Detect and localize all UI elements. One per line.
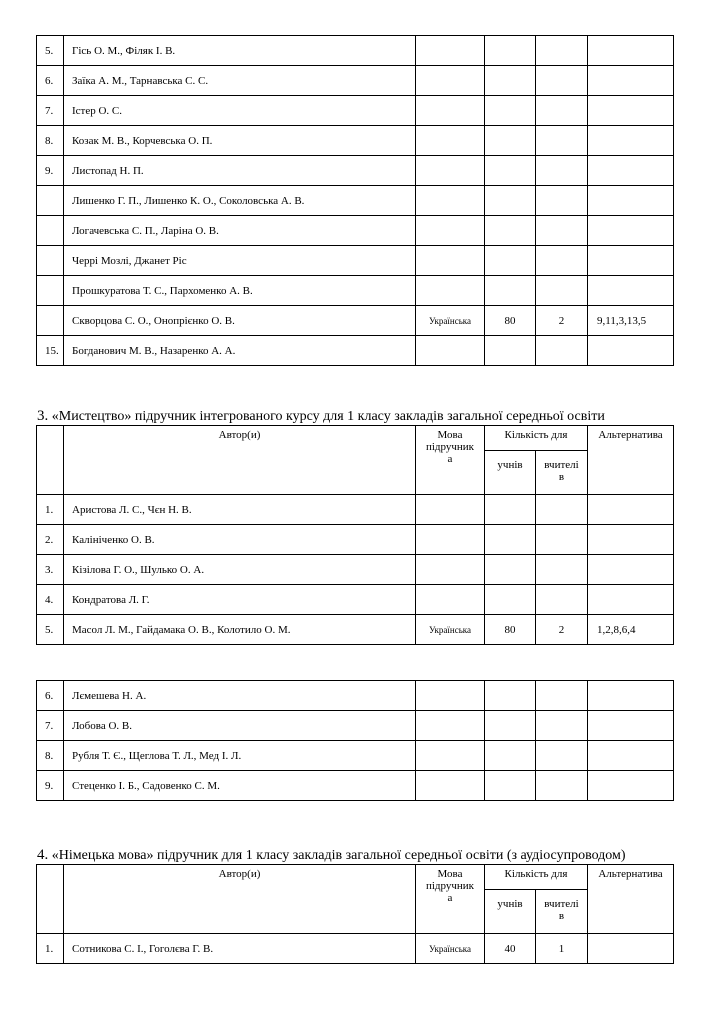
- row-author: Богданович М. В., Назаренко А. А.: [64, 336, 416, 366]
- header-author: Автор(и): [64, 426, 416, 495]
- table-body: [37, 36, 674, 366]
- row-alternative: [588, 711, 674, 741]
- header-teachers: [536, 890, 588, 934]
- row-language: [416, 126, 485, 156]
- table-row: [37, 711, 674, 741]
- row-teachers-count: [536, 66, 588, 96]
- row-alternative: [588, 495, 674, 525]
- table-row: [37, 934, 674, 964]
- table-row: [37, 336, 674, 366]
- table-row: [37, 681, 674, 711]
- row-number: 2.: [37, 525, 64, 555]
- section-number: 3.: [37, 408, 49, 424]
- row-number: 6.: [37, 681, 64, 711]
- row-students-count: [485, 555, 536, 585]
- row-teachers-count: 2: [536, 306, 588, 336]
- row-alternative: [588, 96, 674, 126]
- row-language: [416, 336, 485, 366]
- textbook-table-3: [36, 680, 674, 801]
- row-students-count: [485, 771, 536, 801]
- header-count: Кількість для: [485, 426, 588, 451]
- row-students-count: [485, 681, 536, 711]
- row-language: [416, 36, 485, 66]
- row-number: 1.: [37, 495, 64, 525]
- row-alternative: [588, 934, 674, 964]
- row-language: [416, 186, 485, 216]
- row-students-count: 40: [485, 934, 536, 964]
- row-students-count: [485, 66, 536, 96]
- header-num: [37, 865, 64, 934]
- table-row: [37, 585, 674, 615]
- textbook-table-4: [36, 864, 674, 964]
- row-language: [416, 66, 485, 96]
- header-students: учнів: [485, 451, 536, 495]
- table-row: [37, 36, 674, 66]
- row-author: Сотникова С. І., Гоголєва Г. В.: [64, 934, 416, 964]
- section-title-text: «Німецька мова» підручник для 1 класу закладів загальної середньої освіти (з аудіосупроводом): [51, 848, 626, 863]
- row-teachers-count: [536, 495, 588, 525]
- table-row: [37, 126, 674, 156]
- row-number: 1.: [37, 934, 64, 964]
- row-language: [416, 555, 485, 585]
- table-row: [37, 741, 674, 771]
- row-teachers-count: [536, 96, 588, 126]
- table-row: [37, 525, 674, 555]
- row-number: [37, 246, 64, 276]
- row-students-count: [485, 246, 536, 276]
- table-body: [37, 681, 674, 801]
- row-author: Гісь О. М., Філяк І. В.: [64, 36, 416, 66]
- row-students-count: [485, 156, 536, 186]
- row-teachers-count: [536, 336, 588, 366]
- row-teachers-count: [536, 156, 588, 186]
- row-author: Лобова О. В.: [64, 711, 416, 741]
- header-language-l2: підручник: [425, 880, 475, 892]
- row-students-count: [485, 495, 536, 525]
- row-alternative: [588, 66, 674, 96]
- row-language: [416, 246, 485, 276]
- section-4-title: [37, 847, 626, 864]
- header-count: Кількість для: [485, 865, 588, 890]
- row-teachers-count: [536, 186, 588, 216]
- row-students-count: [485, 126, 536, 156]
- row-number: 8.: [37, 741, 64, 771]
- table-header: [37, 426, 674, 495]
- row-number: 8.: [37, 126, 64, 156]
- row-language: [416, 741, 485, 771]
- row-teachers-count: [536, 276, 588, 306]
- header-language-l1: Мова: [437, 429, 463, 441]
- header-alternative: Альтернатива: [588, 865, 674, 934]
- table-row: [37, 615, 674, 645]
- row-author: Лємешева Н. А.: [64, 681, 416, 711]
- header-language: [416, 865, 485, 934]
- row-students-count: [485, 186, 536, 216]
- row-author: Прошкуратова Т. С., Пархоменко А. В.: [64, 276, 416, 306]
- row-students-count: [485, 711, 536, 741]
- row-students-count: [485, 585, 536, 615]
- row-language: Українська: [416, 934, 485, 964]
- table-row: [37, 276, 674, 306]
- row-teachers-count: [536, 681, 588, 711]
- row-number: 5.: [37, 36, 64, 66]
- row-alternative: [588, 246, 674, 276]
- section-title-text: «Мистецтво» підручник інтегрованого курсу для 1 класу закладів загальної середньої освіти: [51, 409, 605, 424]
- table-row: [37, 495, 674, 525]
- row-author: Заїка А. М., Тарнавська С. С.: [64, 66, 416, 96]
- row-students-count: [485, 336, 536, 366]
- table-header: [37, 865, 674, 934]
- row-alternative: [588, 585, 674, 615]
- table-body: [37, 934, 674, 964]
- row-teachers-count: [536, 525, 588, 555]
- row-alternative: [588, 156, 674, 186]
- row-teachers-count: [536, 36, 588, 66]
- row-language: [416, 681, 485, 711]
- header-language-l1: Мова: [437, 868, 463, 880]
- row-language: Українська: [416, 615, 485, 645]
- section-number: 4.: [37, 847, 49, 863]
- header-language-l2: підручник: [425, 441, 475, 453]
- row-language: [416, 216, 485, 246]
- row-language: [416, 156, 485, 186]
- table-row: [37, 216, 674, 246]
- table-row: [37, 771, 674, 801]
- textbook-table-2: [36, 425, 674, 645]
- row-teachers-count: [536, 126, 588, 156]
- row-language: [416, 495, 485, 525]
- header-language: [416, 426, 485, 495]
- row-number: 4.: [37, 585, 64, 615]
- row-students-count: [485, 96, 536, 126]
- header-teachers: [536, 451, 588, 495]
- header-teachers-l1: вчителі: [544, 898, 579, 910]
- row-teachers-count: [536, 216, 588, 246]
- row-author: Кізілова Г. О., Шулько О. А.: [64, 555, 416, 585]
- row-number: [37, 306, 64, 336]
- row-teachers-count: 1: [536, 934, 588, 964]
- textbook-table-1: [36, 35, 674, 366]
- row-alternative: 1,2,8,6,4: [588, 615, 674, 645]
- row-language: Українська: [416, 306, 485, 336]
- header-students: учнів: [485, 890, 536, 934]
- row-author: Кондратова Л. Г.: [64, 585, 416, 615]
- header-num: [37, 426, 64, 495]
- header-teachers-l2: в: [558, 471, 565, 483]
- row-author: Козак М. В., Корчевська О. П.: [64, 126, 416, 156]
- row-students-count: 80: [485, 615, 536, 645]
- row-alternative: [588, 555, 674, 585]
- row-teachers-count: [536, 741, 588, 771]
- header-teachers-l2: в: [558, 910, 565, 922]
- row-language: [416, 525, 485, 555]
- row-alternative: 9,11,3,13,5: [588, 306, 674, 336]
- row-number: [37, 276, 64, 306]
- section-3-title: [37, 408, 605, 425]
- table-row: [37, 96, 674, 126]
- row-language: [416, 711, 485, 741]
- row-number: 7.: [37, 711, 64, 741]
- row-language: [416, 585, 485, 615]
- row-language: [416, 771, 485, 801]
- row-alternative: [588, 216, 674, 246]
- row-teachers-count: [536, 555, 588, 585]
- row-author: Істер О. С.: [64, 96, 416, 126]
- row-author: Черрі Мозлі, Джанет Ріс: [64, 246, 416, 276]
- row-language: [416, 96, 485, 126]
- row-alternative: [588, 741, 674, 771]
- table-row: [37, 306, 674, 336]
- row-teachers-count: [536, 771, 588, 801]
- row-author: Листопад Н. П.: [64, 156, 416, 186]
- row-alternative: [588, 336, 674, 366]
- row-number: [37, 216, 64, 246]
- table-body: [37, 495, 674, 645]
- header-language-l3: а: [447, 892, 453, 904]
- row-students-count: [485, 276, 536, 306]
- row-author: Лишенко Г. П., Лишенко К. О., Соколовська А. В.: [64, 186, 416, 216]
- row-author: Рубля Т. Є., Щеглова Т. Л., Мед І. Л.: [64, 741, 416, 771]
- row-teachers-count: [536, 711, 588, 741]
- header-language-l3: а: [447, 453, 453, 465]
- row-number: 7.: [37, 96, 64, 126]
- row-alternative: [588, 771, 674, 801]
- table-row: [37, 555, 674, 585]
- row-number: 9.: [37, 771, 64, 801]
- table-row: [37, 66, 674, 96]
- row-author: Стеценко І. Б., Садовенко С. М.: [64, 771, 416, 801]
- row-alternative: [588, 126, 674, 156]
- row-author: Логачевська С. П., Ларіна О. В.: [64, 216, 416, 246]
- table-row: [37, 156, 674, 186]
- row-author: Скворцова С. О., Онопрієнко О. В.: [64, 306, 416, 336]
- row-number: 6.: [37, 66, 64, 96]
- row-teachers-count: 2: [536, 615, 588, 645]
- row-students-count: [485, 36, 536, 66]
- row-language: [416, 276, 485, 306]
- table-row: [37, 186, 674, 216]
- row-teachers-count: [536, 246, 588, 276]
- row-alternative: [588, 276, 674, 306]
- row-author: Масол Л. М., Гайдамака О. В., Колотило О. М.: [64, 615, 416, 645]
- row-number: 5.: [37, 615, 64, 645]
- header-alternative: Альтернатива: [588, 426, 674, 495]
- row-students-count: 80: [485, 306, 536, 336]
- row-alternative: [588, 681, 674, 711]
- row-alternative: [588, 186, 674, 216]
- row-number: [37, 186, 64, 216]
- row-number: 15.: [37, 336, 64, 366]
- row-number: 3.: [37, 555, 64, 585]
- row-students-count: [485, 741, 536, 771]
- header-author: Автор(и): [64, 865, 416, 934]
- row-students-count: [485, 525, 536, 555]
- row-author: Калініченко О. В.: [64, 525, 416, 555]
- table-row: [37, 246, 674, 276]
- row-number: 9.: [37, 156, 64, 186]
- row-teachers-count: [536, 585, 588, 615]
- header-teachers-l1: вчителі: [544, 459, 579, 471]
- row-alternative: [588, 525, 674, 555]
- row-alternative: [588, 36, 674, 66]
- row-author: Аристова Л. С., Чєн Н. В.: [64, 495, 416, 525]
- row-students-count: [485, 216, 536, 246]
